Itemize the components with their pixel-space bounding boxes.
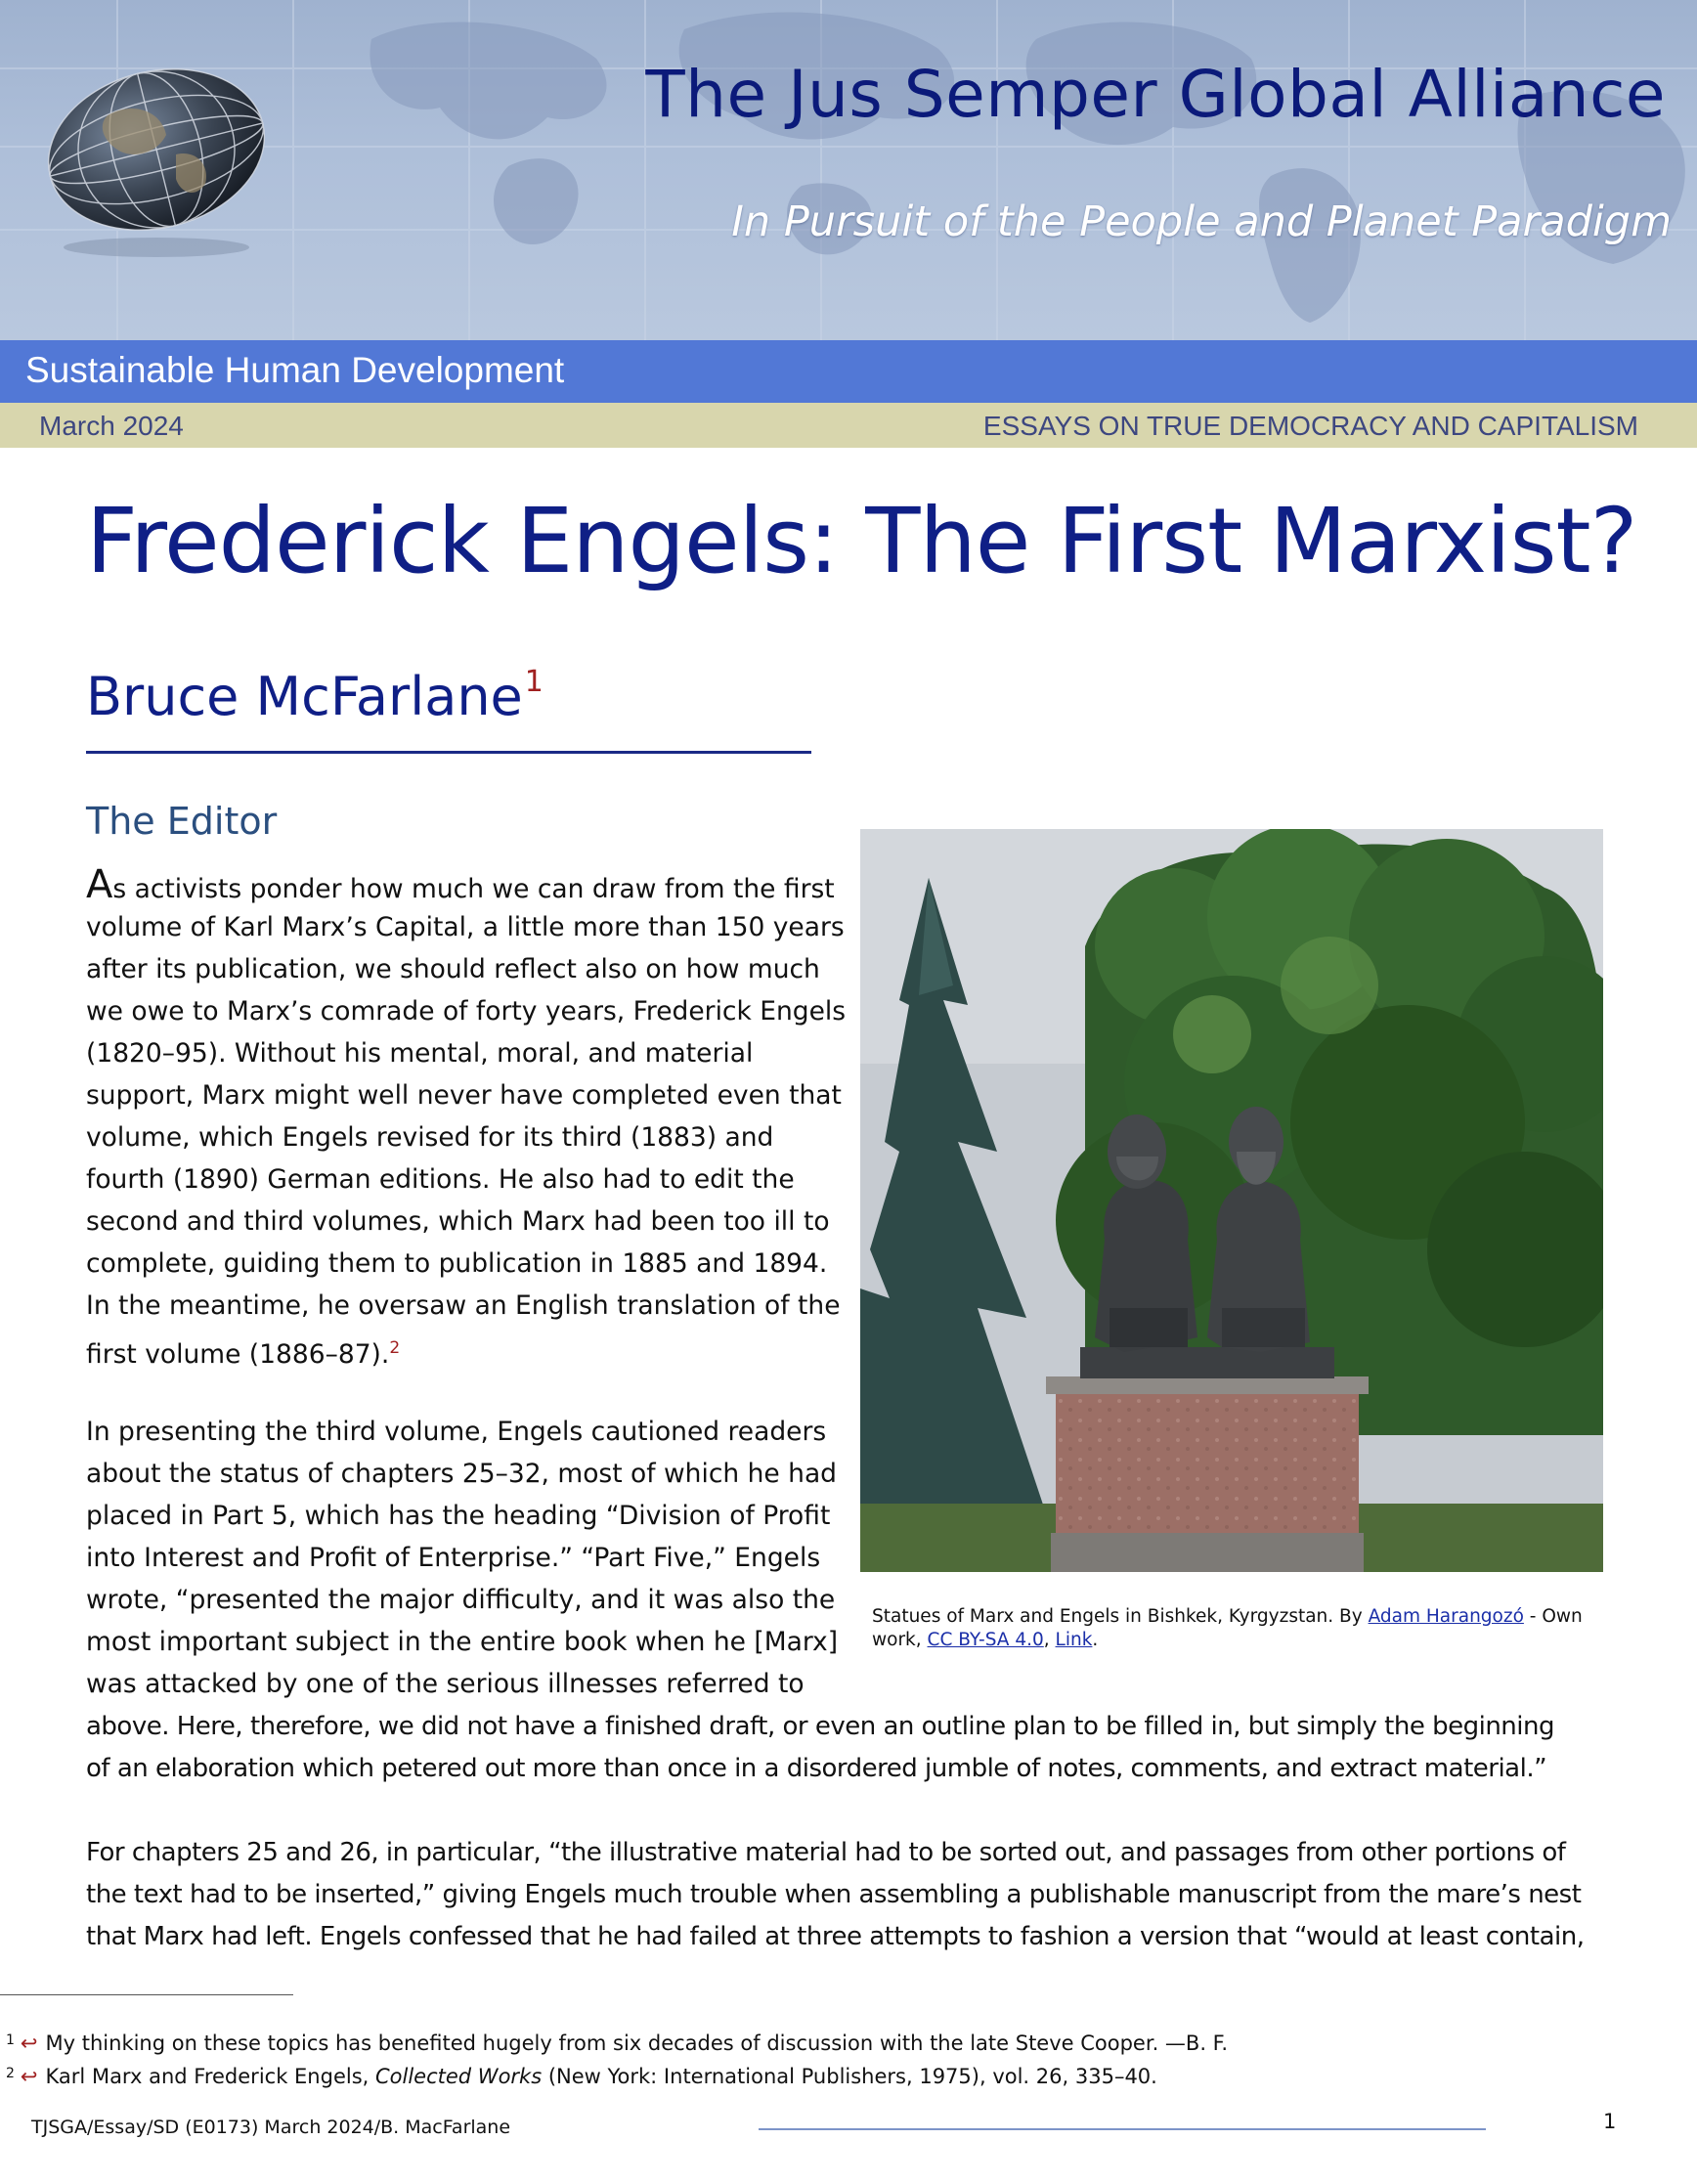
globe-logo-icon <box>39 57 274 262</box>
section-band-label: Sustainable Human Development <box>25 350 565 390</box>
footnote-return-icon[interactable]: ↩ <box>20 2065 38 2088</box>
drop-cap: A <box>86 862 113 907</box>
footnote-2 <box>6 2065 1157 2088</box>
body-line: For chapters 25 and 26, in particular, “the illustrative material had to be sorted out, and passages from other portions of <box>86 1838 1566 1867</box>
footer-rule <box>759 2128 1486 2130</box>
body-line: about the status of chapters 25–32, most of which he had <box>86 1459 838 1489</box>
body-line: that Marx had left. Engels confessed that he had failed at three attempts to fashion a version that “would at least contain, <box>86 1922 1585 1951</box>
body-line: volume of Karl Marx’s Capital, a little more than 150 years <box>86 912 845 942</box>
body-line: most important subject in the entire book when he [Marx] <box>86 1627 839 1657</box>
author-footnote-ref[interactable]: 1 <box>524 665 544 699</box>
body-line: after its publication, we should reflect also on how much <box>86 954 820 984</box>
document-reference: TJSGA/Essay/SD (E0173) March 2024/B. MacFarlane <box>31 2117 511 2138</box>
issue-band <box>0 403 1697 448</box>
footnote-ref-2[interactable]: 2 <box>389 1338 401 1358</box>
body-line: wrote, “presented the major difficulty, and it was also the <box>86 1585 836 1615</box>
figure-caption <box>872 1605 1595 1652</box>
body-line <box>86 862 835 907</box>
footnote-text: (New York: International Publishers, 1975), vol. 26, 335–40. <box>542 2065 1157 2088</box>
author-name-text: Bruce McFarlane <box>86 666 523 727</box>
article-title: Frederick Engels: The First Marxist? <box>86 489 1637 593</box>
footnote-book-title: Collected Works <box>375 2065 543 2088</box>
footnote-1 <box>6 2031 1228 2055</box>
body-line: In the meantime, he oversaw an English translation of the <box>86 1290 841 1321</box>
caption-text: , <box>1043 1630 1056 1650</box>
body-line: (1820–95). Without his mental, moral, and material <box>86 1038 754 1069</box>
body-line: into Interest and Profit of Enterprise.” “Part Five,” Engels <box>86 1543 821 1573</box>
footnote-text: My thinking on these topics has benefited hugely from six decades of discussion with the late Steve Cooper. —B. F. <box>45 2031 1229 2055</box>
footnote-return-icon[interactable]: ↩ <box>20 2031 38 2055</box>
footnote-number: 1 <box>6 2032 15 2048</box>
body-text: first volume (1886–87). <box>86 1339 390 1370</box>
caption-text: - Own work, <box>872 1606 1583 1650</box>
body-line: support, Marx might well never have completed even that <box>86 1080 842 1111</box>
marx-engels-statue-photo <box>860 829 1603 1572</box>
page-number: 1 <box>1603 2110 1617 2133</box>
section-band <box>0 340 1697 403</box>
body-line: volume, which Engels revised for its third (1883) and <box>86 1122 774 1153</box>
issue-date: March 2024 <box>39 411 184 441</box>
body-line: the text had to be inserted,” giving Engels much trouble when assembling a publishable manuscript from the mare’s nest <box>86 1880 1582 1909</box>
series-label: ESSAYS ON TRUE DEMOCRACY AND CAPITALISM <box>982 411 1638 441</box>
author-divider <box>86 751 811 754</box>
body-line <box>86 1332 400 1372</box>
footnote-text: Karl Marx and Frederick Engels, <box>45 2065 375 2088</box>
author-name <box>86 665 544 727</box>
caption-author-link[interactable]: Adam Harangozó <box>1368 1606 1524 1627</box>
section-heading: The Editor <box>86 800 278 843</box>
body-line: of an elaboration which petered out more than once in a disordered jumble of notes, comments, and extract material.” <box>86 1754 1547 1783</box>
publisher-tagline: In Pursuit of the People and Planet Paradigm <box>731 197 1672 246</box>
body-line: above. Here, therefore, we did not have a finished draft, or even an outline plan to be filled in, but simply the beginning <box>86 1712 1554 1741</box>
caption-source-link[interactable]: Link <box>1055 1630 1093 1650</box>
footnote-divider <box>0 1994 293 1995</box>
publisher-title: The Jus Semper Global Alliance <box>645 57 1666 132</box>
body-line: In presenting the third volume, Engels cautioned readers <box>86 1417 827 1447</box>
body-line: second and third volumes, which Marx had been too ill to <box>86 1206 830 1237</box>
header-banner <box>0 0 1697 341</box>
body-line: fourth (1890) German editions. He also had to edit the <box>86 1164 795 1195</box>
body-line: complete, guiding them to publication in 1885 and 1894. <box>86 1248 828 1279</box>
caption-text: Statues of Marx and Engels in Bishkek, Kyrgyzstan. By <box>872 1606 1369 1627</box>
body-line: we owe to Marx’s comrade of forty years, Frederick Engels <box>86 996 847 1026</box>
body-line: was attacked by one of the serious illnesses referred to <box>86 1669 805 1699</box>
body-text: s activists ponder how much we can draw from the first <box>112 874 835 904</box>
body-line: placed in Part 5, which has the heading “Division of Profit <box>86 1501 831 1531</box>
footnote-number: 2 <box>6 2066 15 2081</box>
caption-text: . <box>1092 1630 1099 1650</box>
caption-license-link[interactable]: CC BY-SA 4.0 <box>927 1630 1044 1650</box>
